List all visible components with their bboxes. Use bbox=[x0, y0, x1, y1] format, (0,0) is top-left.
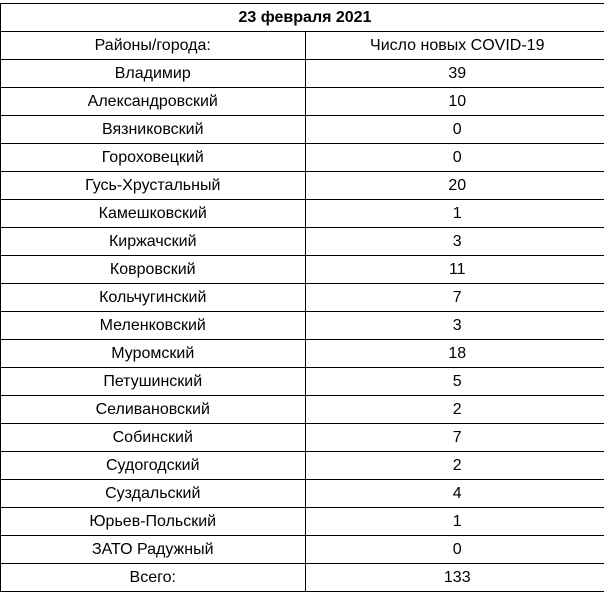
table-row bbox=[1, 200, 604, 228]
district-cell: Гороховецкий bbox=[1, 144, 306, 172]
district-cell: Гусь-Хрустальный bbox=[1, 172, 306, 200]
table-body bbox=[1, 4, 604, 592]
table-row bbox=[1, 424, 604, 452]
district-cell: Муромский bbox=[1, 340, 306, 368]
count-cell: 3 bbox=[305, 228, 604, 256]
count-cell: 11 bbox=[305, 256, 604, 284]
count-cell: 10 bbox=[305, 88, 604, 116]
total-value: 133 bbox=[305, 564, 604, 592]
count-cell: 0 bbox=[305, 116, 604, 144]
count-cell: 4 bbox=[305, 480, 604, 508]
table-row bbox=[1, 340, 604, 368]
district-cell: Ковровский bbox=[1, 256, 306, 284]
table-row bbox=[1, 172, 604, 200]
table-row bbox=[1, 60, 604, 88]
table-row bbox=[1, 452, 604, 480]
table-row bbox=[1, 368, 604, 396]
district-cell: Суздальский bbox=[1, 480, 306, 508]
count-cell: 1 bbox=[305, 508, 604, 536]
table-row bbox=[1, 312, 604, 340]
table-row bbox=[1, 116, 604, 144]
count-cell: 18 bbox=[305, 340, 604, 368]
total-label: Всего: bbox=[1, 564, 306, 592]
count-cell: 2 bbox=[305, 396, 604, 424]
title-row bbox=[1, 4, 604, 32]
table-title: 23 февраля 2021 bbox=[1, 4, 604, 32]
table-row bbox=[1, 144, 604, 172]
table-row bbox=[1, 256, 604, 284]
covid-cases-table bbox=[0, 3, 604, 592]
district-cell: Юрьев-Польский bbox=[1, 508, 306, 536]
count-cell: 7 bbox=[305, 284, 604, 312]
count-cell: 39 bbox=[305, 60, 604, 88]
district-cell: Собинский bbox=[1, 424, 306, 452]
count-cell: 20 bbox=[305, 172, 604, 200]
table-row bbox=[1, 536, 604, 564]
column-header-new-cases: Число новых COVID-19 bbox=[305, 32, 604, 60]
count-cell: 1 bbox=[305, 200, 604, 228]
table-row bbox=[1, 284, 604, 312]
district-cell: Селивановский bbox=[1, 396, 306, 424]
count-cell: 0 bbox=[305, 536, 604, 564]
district-cell: Киржачский bbox=[1, 228, 306, 256]
district-cell: ЗАТО Радужный bbox=[1, 536, 306, 564]
district-cell: Александровский bbox=[1, 88, 306, 116]
district-cell: Меленковский bbox=[1, 312, 306, 340]
district-cell: Петушинский bbox=[1, 368, 306, 396]
count-cell: 5 bbox=[305, 368, 604, 396]
district-cell: Судогодский bbox=[1, 452, 306, 480]
column-header-district: Районы/города: bbox=[1, 32, 306, 60]
count-cell: 7 bbox=[305, 424, 604, 452]
count-cell: 3 bbox=[305, 312, 604, 340]
table-row bbox=[1, 88, 604, 116]
covid-table-container bbox=[0, 3, 604, 592]
table-row bbox=[1, 228, 604, 256]
total-row bbox=[1, 564, 604, 592]
district-cell: Кольчугинский bbox=[1, 284, 306, 312]
district-cell: Вязниковский bbox=[1, 116, 306, 144]
district-cell: Владимир bbox=[1, 60, 306, 88]
count-cell: 0 bbox=[305, 144, 604, 172]
table-row bbox=[1, 396, 604, 424]
table-row bbox=[1, 508, 604, 536]
count-cell: 2 bbox=[305, 452, 604, 480]
district-cell: Камешковский bbox=[1, 200, 306, 228]
header-row bbox=[1, 32, 604, 60]
table-row bbox=[1, 480, 604, 508]
